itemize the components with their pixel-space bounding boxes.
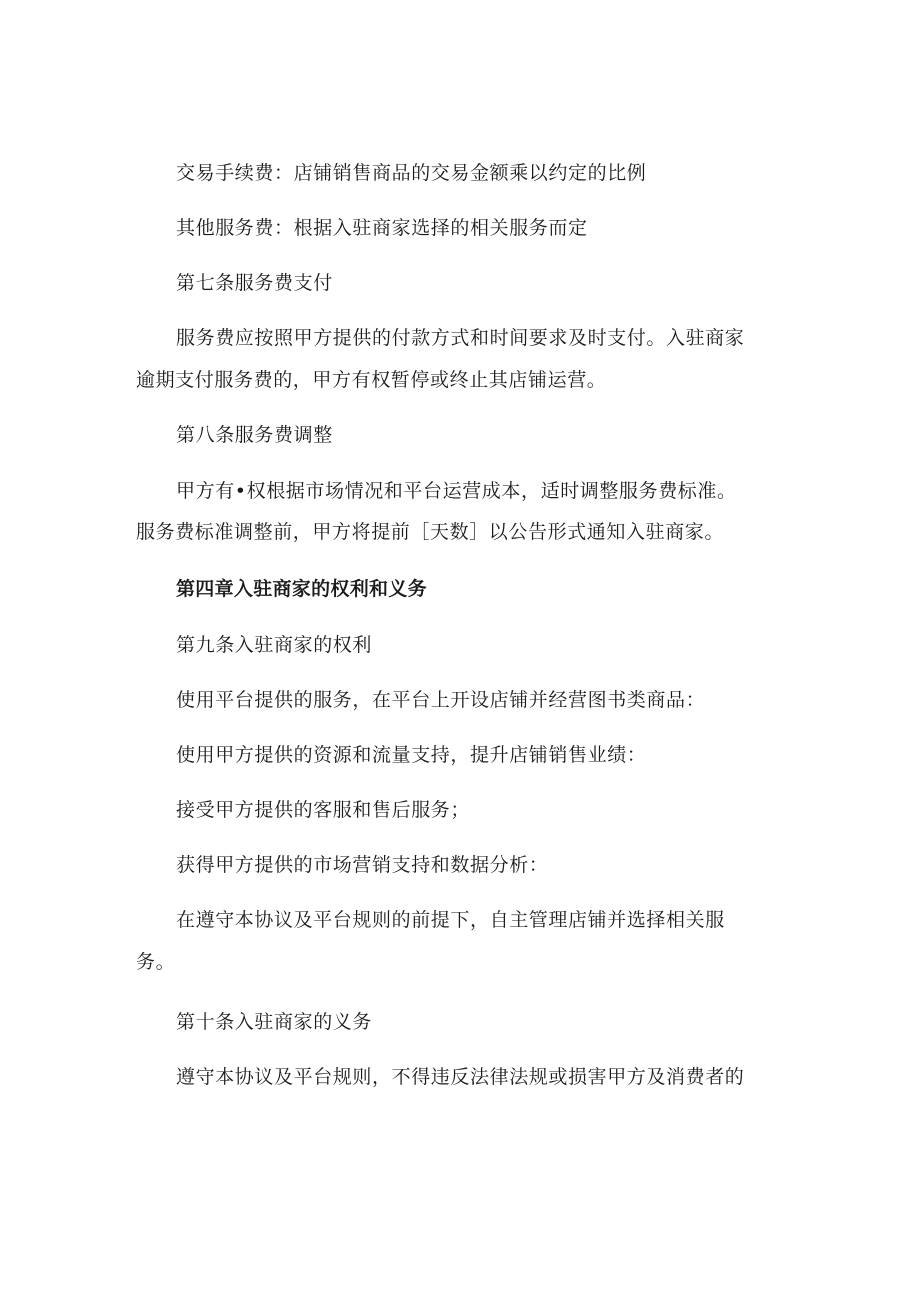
article-10-title: 第十条入驻商家的义务 — [176, 1011, 373, 1033]
rights-item-4: 获得甲方提供的市场营销支持和数据分析： — [176, 854, 549, 876]
rights-item-1: 使用平台提供的服务，在平台上开设店铺并经营图书类商品： — [176, 689, 706, 711]
obligations-item-1-line-1: 遵守本协议及平台规则，不得违反法律法规或损害甲方及消费者的 — [176, 1066, 745, 1088]
rights-item-5-line-2: 务。 — [136, 951, 176, 973]
rights-item-3: 接受甲方提供的客服和售后服务； — [176, 799, 471, 821]
rights-item-5-line-1: 在遵守本协议及平台规则的前提下，自主管理店铺并选择相关服 — [176, 909, 725, 931]
chapter-4-heading: 第四章入驻商家的权利和义务 — [176, 578, 427, 600]
article-7-paragraph-line-1: 服务费应按照甲方提供的付款方式和时间要求及时支付。入驻商家 — [176, 327, 745, 349]
article-8-paragraph-line-2: 服务费标准调整前，甲方将提前［天数］以公告形式通知入驻商家。 — [136, 521, 725, 543]
article-7-paragraph-line-2: 逾期支付服务费的，甲方有权暂停或终止其店铺运营。 — [136, 369, 607, 391]
rights-item-2: 使用甲方提供的资源和流量支持，提升店铺销售业绩： — [176, 744, 647, 766]
article-9-title: 第九条入驻商家的权利 — [176, 634, 373, 656]
fee-item-other: 其他服务费：根据入驻商家选择的相关服务而定 — [176, 217, 588, 239]
article-8-title: 第八条服务费调整 — [176, 424, 333, 446]
article-8-paragraph-line-1: 甲方有•权根据市场情况和平台运营成本，适时调整服务费标准。 — [176, 480, 737, 502]
fee-item-transaction: 交易手续费：店铺销售商品的交易金额乘以约定的比例 — [176, 162, 647, 184]
article-7-title: 第七条服务费支付 — [176, 272, 333, 294]
